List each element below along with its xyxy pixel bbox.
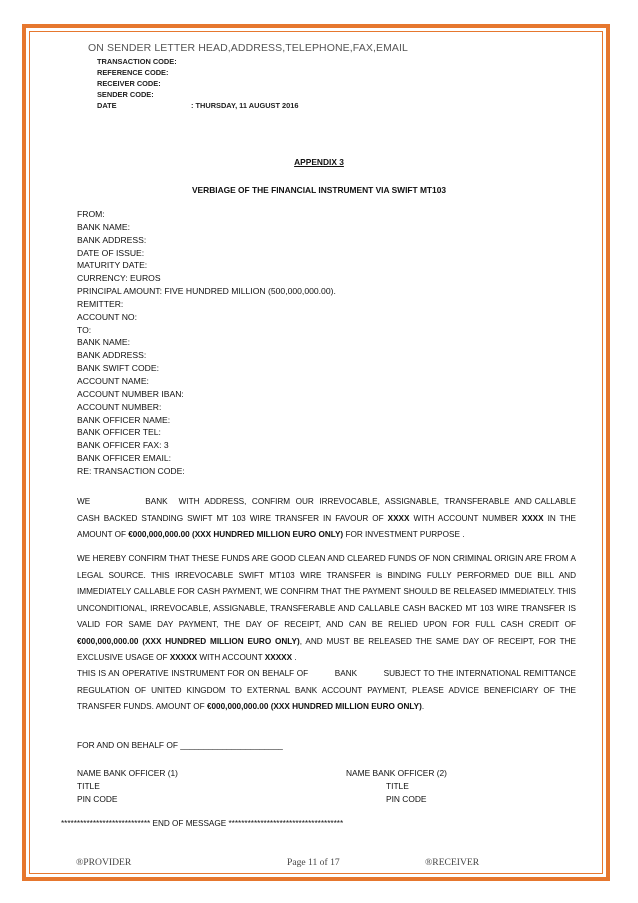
- date-row: DATE : THURSDAY, 11 AUGUST 2016: [97, 101, 299, 110]
- funds-paragraph: WE HEREBY CONFIRM THAT THESE FUNDS ARE GOOD CLEAN AND CLEARED FUNDS OF NON CRIMINAL ORIGIN ARE FROM A LEGAL SOURCE. THIS IRREVOCABLE SWIFT MT103 WIRE TRANSFER is BINDING FULLY PERFORMED DUE BILL AND IMMEDIATELY CALLABLE FOR CASH PAYMENT, WE CONFIRM THAT THE PAYMENT SHOULD BE RELEASED IMMEDIATELY. THIS UNCONDITIONAL, IRREVOCABLE, ASSIGNABLE, TRANSFERABLE AND CALLABLE CASH BACKED MT 103 WIRE TRANSFER IS VALID FOR SAME DAY PAYMENT, THE DAY OF RECEIPT, AND CAN BE RELIED UPON FOR FULL CASH CREDIT OF €000,000,000.00 (XXX HUNDRED MILLION EURO ONLY), AND MUST BE RELEASED THE SAME DAY OF RECEIPT, FOR THE EXCLUSIVE USAGE OF XXXXX WITH ACCOUNT XXXXX .: [77, 554, 576, 662]
- field-line: BANK ADDRESS:: [77, 350, 147, 361]
- signature-block-left: [77, 767, 178, 806]
- field-line: BANK NAME:: [77, 221, 131, 232]
- field-line: FROM:: [77, 209, 105, 219]
- field-line: MATURITY DATE:: [77, 260, 148, 271]
- confirmation-paragraph: WE BANK WITH ADDRESS, CONFIRM OUR IRREVOCABLE, ASSIGNABLE, TRANSFERABLE AND CALLABLE CASH BACKED STANDING SWIFT MT 103 WIRE TRANSFER IN FAVOUR OF XXXX WITH ACCOUNT NUMBER XXXX IN THE AMOUNT OF €000,000,000.00 (XXX HUNDRED MILLION EURO ONLY) FOR INVESTMENT PURPOSE .: [77, 497, 579, 539]
- field-line: ACCOUNT NAME:: [77, 375, 149, 386]
- signature-label: TITLE: [386, 781, 409, 791]
- field-line: BANK OFFICER FAX: 3: [77, 440, 169, 451]
- signature-block-right: [346, 767, 447, 806]
- document-subtitle: VERBIAGE OF THE FINANCIAL INSTRUMENT VIA SWIFT MT103: [191, 185, 447, 195]
- field-line: REMITTER:: [77, 298, 124, 309]
- field-line: RE: TRANSACTION CODE:: [77, 465, 185, 476]
- field-line: ACCOUNT NUMBER:: [77, 401, 162, 412]
- field-line: BANK OFFICER TEL:: [77, 427, 161, 438]
- footer-receiver: ®RECEIVER: [425, 857, 480, 868]
- field-line: BANK NAME:: [77, 337, 131, 348]
- letterhead-title: ON SENDER LETTER HEAD,ADDRESS,TELEPHONE,FAX,EMAIL: [88, 42, 408, 54]
- field-line: TO:: [77, 324, 92, 335]
- code-block: [97, 56, 298, 111]
- end-of-message: **************************** END OF MESSAGE ************************************: [61, 819, 344, 828]
- page-number: Page 11 of 17: [287, 857, 340, 868]
- appendix-heading: APPENDIX 3: [294, 157, 344, 167]
- field-line: BANK OFFICER EMAIL:: [77, 453, 172, 464]
- signature-label: PIN CODE: [386, 794, 427, 804]
- sender-code-row: SENDER CODE:: [97, 90, 154, 99]
- operative-paragraph: THIS IS AN OPERATIVE INSTRUMENT FOR ON BEHALF OF BANK SUBJECT TO THE INTERNATIONAL REMITTANCE REGULATION OF UNITED KINGDOM TO EXTERNAL BANK ACCOUNT PAYMENT, PLEASE ADVICE BENEFICIARY OF THE TRANSFER FUNDS. AMOUNT OF €000,000,000.00 (XXX HUNDRED MILLION EURO ONLY).: [77, 669, 579, 711]
- field-line: PRINCIPAL AMOUNT: FIVE HUNDRED MILLION (500,000,000.00).: [77, 286, 336, 297]
- field-line: BANK SWIFT CODE:: [77, 363, 159, 374]
- field-line: CURRENCY: EUROS: [77, 273, 161, 284]
- on-behalf-line: FOR AND ON BEHALF OF ______________________: [77, 740, 283, 750]
- signature-label: NAME BANK OFFICER (1): [77, 768, 178, 778]
- field-line: DATE OF ISSUE:: [77, 247, 145, 258]
- field-line: ACCOUNT NO:: [77, 311, 138, 322]
- signature-label: TITLE: [77, 781, 100, 791]
- field-list: [77, 208, 336, 478]
- receiver-code-row: RECEIVER CODE:: [97, 79, 161, 88]
- field-line: ACCOUNT NUMBER IBAN:: [77, 388, 184, 399]
- signature-label: PIN CODE: [77, 794, 118, 804]
- transaction-code-row: TRANSACTION CODE:: [97, 57, 177, 66]
- field-line: BANK OFFICER NAME:: [77, 414, 171, 425]
- signature-label: NAME BANK OFFICER (2): [346, 768, 447, 778]
- field-line: BANK ADDRESS:: [77, 234, 147, 245]
- footer-provider: ®PROVIDER: [76, 857, 132, 868]
- reference-code-row: REFERENCE CODE:: [97, 68, 169, 77]
